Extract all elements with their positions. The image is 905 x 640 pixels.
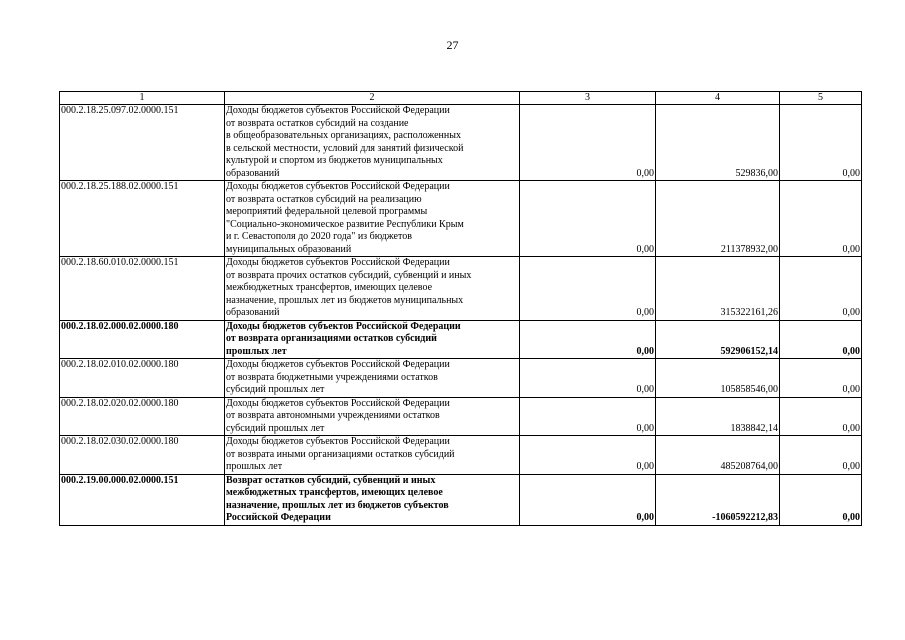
table-row xyxy=(60,320,862,359)
value-col4-cell: 211378932,00 xyxy=(656,181,780,257)
value-col5-cell: 0,00 xyxy=(780,257,862,321)
value-col4-cell: 529836,00 xyxy=(656,105,780,181)
code-cell: 000.2.19.00.000.02.0000.151 xyxy=(60,474,225,525)
value-col3-cell: 0,00 xyxy=(520,474,656,525)
code-cell: 000.2.18.60.010.02.0000.151 xyxy=(60,257,225,321)
code-cell: 000.2.18.02.020.02.0000.180 xyxy=(60,397,225,436)
description-cell: Доходы бюджетов субъектов Российской Федерации от возврата организациями остатков субсидий прошлых лет xyxy=(225,320,520,359)
code-cell: 000.2.18.02.010.02.0000.180 xyxy=(60,359,225,398)
description-cell: Доходы бюджетов субъектов Российской Федерации от возврата прочих остатков субсидий, субвенций и иных межбюджетных трансфертов, имеющих целевое назначение, прошлых лет из бюджетов муниципальных образований xyxy=(225,257,520,321)
value-col4-cell: 1838842,14 xyxy=(656,397,780,436)
value-col4-cell: 485208764,00 xyxy=(656,436,780,475)
description-cell: Доходы бюджетов субъектов Российской Федерации от возврата бюджетными учреждениями остатков субсидий прошлых лет xyxy=(225,359,520,398)
value-col5-cell: 0,00 xyxy=(780,359,862,398)
value-col3-cell: 0,00 xyxy=(520,257,656,321)
table-row xyxy=(60,436,862,475)
column-header-1: 1 xyxy=(60,92,225,105)
code-cell: 000.2.18.02.030.02.0000.180 xyxy=(60,436,225,475)
description-cell: Доходы бюджетов субъектов Российской Федерации от возврата остатков субсидий на создание в общеобразовательных организациях, расположенных в сельской местности, условий для занятий физической культурой и спортом из бюджетов муниципальных образований xyxy=(225,105,520,181)
value-col5-cell: 0,00 xyxy=(780,436,862,475)
table-row xyxy=(60,359,862,398)
value-col5-cell: 0,00 xyxy=(780,320,862,359)
code-cell: 000.2.18.25.097.02.0000.151 xyxy=(60,105,225,181)
table-row xyxy=(60,474,862,525)
value-col5-cell: 0,00 xyxy=(780,474,862,525)
value-col3-cell: 0,00 xyxy=(520,397,656,436)
value-col4-cell: 105858546,00 xyxy=(656,359,780,398)
budget-table xyxy=(59,91,862,526)
code-cell: 000.2.18.02.000.02.0000.180 xyxy=(60,320,225,359)
description-cell: Доходы бюджетов субъектов Российской Федерации от возврата иными организациями остатков субсидий прошлых лет xyxy=(225,436,520,475)
value-col4-cell: -1060592212,83 xyxy=(656,474,780,525)
value-col3-cell: 0,00 xyxy=(520,436,656,475)
column-header-2: 2 xyxy=(225,92,520,105)
value-col4-cell: 315322161,26 xyxy=(656,257,780,321)
table-row xyxy=(60,105,862,181)
value-col3-cell: 0,00 xyxy=(520,105,656,181)
description-cell: Доходы бюджетов субъектов Российской Федерации от возврата остатков субсидий на реализацию мероприятий федеральной целевой программы "Социально-экономическое развитие Республики Крым и г. Севастополя до 2020 года" из бюджетов муниципальных образований xyxy=(225,181,520,257)
page-number: 27 xyxy=(446,38,459,52)
value-col3-cell: 0,00 xyxy=(520,320,656,359)
column-header-3: 3 xyxy=(520,92,656,105)
value-col5-cell: 0,00 xyxy=(780,181,862,257)
value-col5-cell: 0,00 xyxy=(780,105,862,181)
value-col5-cell: 0,00 xyxy=(780,397,862,436)
value-col4-cell: 592906152,14 xyxy=(656,320,780,359)
code-cell: 000.2.18.25.188.02.0000.151 xyxy=(60,181,225,257)
table-row xyxy=(60,257,862,321)
column-header-5: 5 xyxy=(780,92,862,105)
table-row xyxy=(60,397,862,436)
table-header-row xyxy=(60,92,862,105)
value-col3-cell: 0,00 xyxy=(520,359,656,398)
description-cell: Доходы бюджетов субъектов Российской Федерации от возврата автономными учреждениями остатков субсидий прошлых лет xyxy=(225,397,520,436)
column-header-4: 4 xyxy=(656,92,780,105)
value-col3-cell: 0,00 xyxy=(520,181,656,257)
table-row xyxy=(60,181,862,257)
description-cell: Возврат остатков субсидий, субвенций и иных межбюджетных трансфертов, имеющих целевое назначение, прошлых лет из бюджетов субъектов Российской Федерации xyxy=(225,474,520,525)
